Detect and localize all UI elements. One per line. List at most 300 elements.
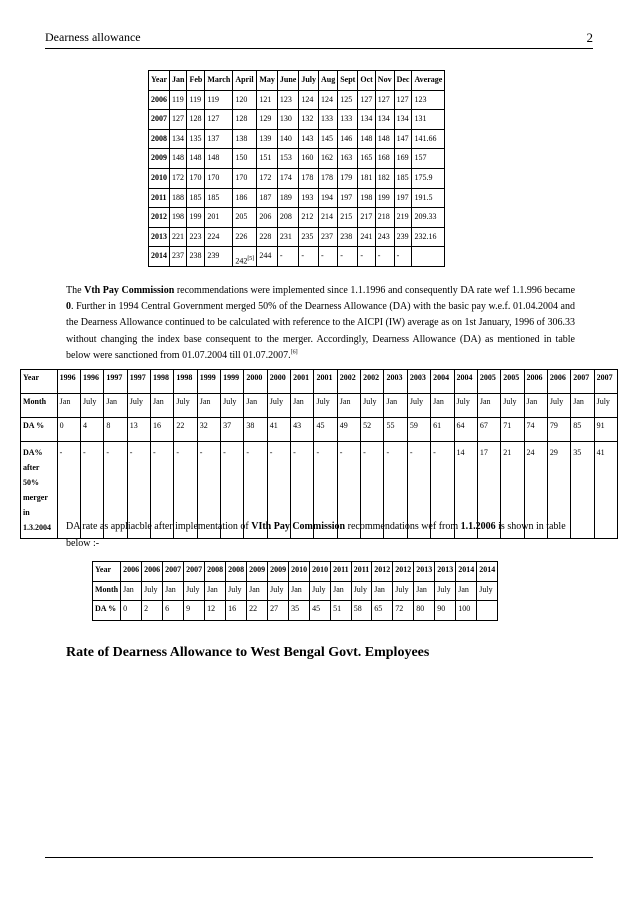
row-label-line: DA% (23, 448, 43, 457)
table-cell: 2011 (149, 188, 170, 208)
table-cell: 2007 (184, 562, 205, 582)
table-cell: July (267, 394, 290, 418)
table-cell: 2006 (142, 562, 163, 582)
footer-rule (45, 857, 593, 858)
table-cell: 121 (257, 90, 278, 110)
table-cell: 2012 (393, 562, 414, 582)
table-cell: 24 (524, 442, 547, 539)
table-cell: 0 (57, 418, 80, 442)
table-cell: 2004 (454, 370, 477, 394)
table-cell: 12 (205, 601, 226, 621)
table-cell: 181 (358, 168, 375, 188)
table-cell: 244 (257, 247, 278, 267)
table-cell: Jan (524, 394, 547, 418)
table-cell: - (244, 442, 267, 539)
table-cell: 182 (375, 168, 394, 188)
table-row (21, 370, 618, 394)
table-cell: 9 (184, 601, 205, 621)
table-cell: 6 (163, 601, 184, 621)
table-cell: 2 (142, 601, 163, 621)
table-cell: 212 (299, 208, 319, 228)
table-row (149, 90, 445, 110)
table-cell: July (393, 581, 414, 601)
column-header: Year (149, 71, 170, 91)
table-cell: 51 (331, 601, 352, 621)
table-cell: Year (21, 370, 58, 394)
table-cell: 1997 (127, 370, 150, 394)
table-cell: - (394, 247, 412, 267)
table-cell: 151 (257, 149, 278, 169)
table-cell: 2000 (244, 370, 267, 394)
table-cell: 2006 (149, 90, 170, 110)
table-cell: Jan (121, 581, 142, 601)
table-cell: Jan (163, 581, 184, 601)
table-cell: 2010 (310, 562, 331, 582)
row-label-line: 50% (23, 478, 39, 487)
table-cell: 58 (351, 601, 372, 621)
column-header: Sept (338, 71, 358, 91)
table-cell: July (174, 394, 197, 418)
table-cell: Jan (247, 581, 268, 601)
column-header: Feb (187, 71, 205, 91)
column-header: July (299, 71, 319, 91)
table-cell: 185 (394, 168, 412, 188)
table-cell: 201 (205, 208, 233, 228)
table-cell: DA % (93, 601, 121, 621)
table-cell: 170 (233, 168, 257, 188)
table-cell: 1996 (81, 370, 104, 394)
table-cell: 2013 (414, 562, 435, 582)
cell-value: 242 (235, 256, 248, 266)
table-cell: 219 (394, 208, 412, 228)
column-header: Dec (394, 71, 412, 91)
table-cell: 194 (319, 188, 338, 208)
table-cell: 170 (187, 168, 205, 188)
table-cell: 123 (277, 90, 298, 110)
table-cell: - (338, 247, 358, 267)
table-row (149, 149, 445, 169)
table-cell: - (358, 247, 375, 267)
table-row (149, 208, 445, 228)
table-cell: 35 (571, 442, 594, 539)
table-cell: - (314, 442, 337, 539)
table-cell: July (314, 394, 337, 418)
table-cell: 2014 (456, 562, 477, 582)
table-cell: 197 (394, 188, 412, 208)
table-cell: 145 (319, 129, 338, 149)
table-cell: July (351, 581, 372, 601)
table-cell: 168 (375, 149, 394, 169)
table-cell: 134 (394, 110, 412, 130)
row-label-line: merger (23, 493, 48, 502)
table-cell: 85 (571, 418, 594, 442)
table-cell: 41 (594, 442, 617, 539)
table-cell: 146 (338, 129, 358, 149)
page-header (45, 30, 593, 49)
table-cell: 148 (187, 149, 205, 169)
table-cell: 178 (299, 168, 319, 188)
table-cell: 38 (244, 418, 267, 442)
table-cell: 134 (170, 129, 187, 149)
table-cell: 2009 (268, 562, 289, 582)
table-row (93, 562, 498, 582)
table-cell: 119 (205, 90, 233, 110)
table-cell: 1999 (197, 370, 220, 394)
table-cell: 2005 (501, 370, 524, 394)
table-cell: 124 (319, 90, 338, 110)
table-row (149, 188, 445, 208)
table-cell: 127 (358, 90, 375, 110)
table-cell: 35 (289, 601, 310, 621)
table-cell: 175.9 (412, 168, 445, 188)
table-cell: 135 (187, 129, 205, 149)
table-cell: 170 (205, 168, 233, 188)
table-cell: July (310, 581, 331, 601)
column-header: Jan (170, 71, 187, 91)
table-cell: - (299, 247, 319, 267)
column-header: March (205, 71, 233, 91)
table-cell: 221 (170, 227, 187, 247)
table-cell: Jan (571, 394, 594, 418)
cpi-index-table (148, 70, 445, 267)
table-cell: 188 (170, 188, 187, 208)
table-cell: July (361, 394, 384, 418)
table-cell: 147 (394, 129, 412, 149)
table-cell: July (594, 394, 617, 418)
table-cell: - (174, 442, 197, 539)
table-cell: 79 (547, 418, 570, 442)
table-row (93, 581, 498, 601)
table-cell: 198 (358, 188, 375, 208)
table-cell: 91 (594, 418, 617, 442)
table-cell: 43 (291, 418, 314, 442)
table-row (93, 601, 498, 621)
table-cell: 235 (299, 227, 319, 247)
table-cell: - (81, 442, 104, 539)
table-cell: 2013 (435, 562, 456, 582)
table-cell: - (104, 442, 127, 539)
table-cell: 127 (375, 90, 394, 110)
table-cell: 238 (187, 247, 205, 267)
table-cell: 214 (319, 208, 338, 228)
table-cell: July (226, 581, 247, 601)
table-cell: 45 (310, 601, 331, 621)
table-cell: 16 (151, 418, 174, 442)
header-title: Dearness allowance (45, 30, 141, 44)
table-cell: - (384, 442, 407, 539)
column-header: Average (412, 71, 445, 91)
table-cell: 2007 (163, 562, 184, 582)
table-cell: 238 (338, 227, 358, 247)
table-cell: 100 (456, 601, 477, 621)
table-cell: 169 (394, 149, 412, 169)
table-cell: 2006 (121, 562, 142, 582)
table-cell: - (361, 442, 384, 539)
table-cell: 187 (257, 188, 278, 208)
table-cell: Jan (244, 394, 267, 418)
column-header: Oct (358, 71, 375, 91)
table-cell: 150 (233, 149, 257, 169)
table-cell: 120 (233, 90, 257, 110)
table-cell: 80 (414, 601, 435, 621)
table-cell: 163 (338, 149, 358, 169)
table-cell: 231 (277, 227, 298, 247)
table-cell: - (277, 247, 298, 267)
table-cell: 143 (299, 129, 319, 149)
column-header: May (257, 71, 278, 91)
table-cell: 2002 (337, 370, 360, 394)
table-cell: - (267, 442, 290, 539)
table-cell: 2001 (314, 370, 337, 394)
table-cell: July (454, 394, 477, 418)
table-cell: 241 (358, 227, 375, 247)
table-cell: 186 (233, 188, 257, 208)
table-cell: 140 (277, 129, 298, 149)
table-cell: 133 (338, 110, 358, 130)
table-cell: 157 (412, 149, 445, 169)
table-cell: Jan (384, 394, 407, 418)
table-cell: - (197, 442, 220, 539)
table-cell: 71 (501, 418, 524, 442)
table-cell: 127 (205, 110, 233, 130)
table-row (149, 168, 445, 188)
table-cell: 138 (233, 129, 257, 149)
table-cell: 125 (338, 90, 358, 110)
table-cell: 148 (375, 129, 394, 149)
table-cell: Month (93, 581, 121, 601)
table-cell: 198 (170, 208, 187, 228)
table-cell: Jan (477, 394, 500, 418)
column-header: Aug (319, 71, 338, 91)
table-cell: 67 (477, 418, 500, 442)
table-cell: 174 (277, 168, 298, 188)
table-cell: - (151, 442, 174, 539)
table-cell: 141.66 (412, 129, 445, 149)
table-cell: 72 (393, 601, 414, 621)
table-cell: 2013 (149, 227, 170, 247)
table-cell: 2003 (384, 370, 407, 394)
table-row (149, 227, 445, 247)
table-cell (477, 601, 498, 621)
table-cell: 2006 (524, 370, 547, 394)
table-cell: July (435, 581, 456, 601)
table-cell: DA % (21, 418, 58, 442)
table-cell: 148 (170, 149, 187, 169)
table-cell: 2004 (431, 370, 454, 394)
table-cell: July (184, 581, 205, 601)
da-rate-table-1996-2007 (20, 369, 618, 539)
table-cell: 239 (394, 227, 412, 247)
table-cell: Month (21, 394, 58, 418)
table-cell: 134 (358, 110, 375, 130)
row-label-line: in (23, 508, 30, 517)
table-cell: 119 (170, 90, 187, 110)
table-cell: 2008 (226, 562, 247, 582)
table-cell: 124 (299, 90, 319, 110)
table-cell: 215 (338, 208, 358, 228)
table-cell: July (81, 394, 104, 418)
table-cell: 189 (277, 188, 298, 208)
table-cell: 45 (314, 418, 337, 442)
reference-5-link[interactable]: [5] (247, 256, 255, 263)
table-cell: 172 (170, 168, 187, 188)
table-cell (233, 247, 257, 267)
table-cell: 2005 (477, 370, 500, 394)
table-cell: Jan (431, 394, 454, 418)
table-cell: - (319, 247, 338, 267)
table-cell: 2010 (149, 168, 170, 188)
table-cell: 131 (412, 110, 445, 130)
table-cell: 52 (361, 418, 384, 442)
table-cell: Jan (289, 581, 310, 601)
table-cell: 2001 (291, 370, 314, 394)
table-cell: 64 (454, 418, 477, 442)
section-heading: Rate of Dearness Allowance to West Bengal Govt. Employees (66, 645, 430, 660)
table-cell: July (407, 394, 430, 418)
table-cell: 119 (187, 90, 205, 110)
table-cell: 2010 (289, 562, 310, 582)
table-cell: 209.33 (412, 208, 445, 228)
table-cell: 128 (187, 110, 205, 130)
column-header: June (277, 71, 298, 91)
table-row (149, 110, 445, 130)
table-cell: - (291, 442, 314, 539)
table-cell: 90 (435, 601, 456, 621)
table-cell: 127 (394, 90, 412, 110)
table-cell: 160 (299, 149, 319, 169)
table-cell: 4 (81, 418, 104, 442)
table-cell: 32 (197, 418, 220, 442)
table-cell: Jan (57, 394, 80, 418)
table-cell: 55 (384, 418, 407, 442)
table-cell: - (407, 442, 430, 539)
table-cell: - (127, 442, 150, 539)
table-cell: 199 (187, 208, 205, 228)
table-cell: 239 (205, 247, 233, 267)
table-cell: 65 (372, 601, 393, 621)
table-cell: 165 (358, 149, 375, 169)
table-row (21, 418, 618, 442)
table-cell: 133 (319, 110, 338, 130)
table-cell: Jan (291, 394, 314, 418)
table-cell: 223 (187, 227, 205, 247)
vth-pay-commission-paragraph: The Vth Pay Commission recommendations were implemented since 1.1.1996 and consequently DA rate wef 1.1.996 became 0. Further in 1994 Central Government merged 50% of the Dearness Allowance (DA) with the basic pay w.e.f. 01.04.2004 and the Dearness Allowance continued to be calculated with reference to the AICPI (IW) average as on 1st January, 1996 of 306.33 without changing the index base consequent to the merger. Accordingly, Dearness Allowance (DA) as mentioned in table below were sanctioned from 01.07.2004 till 01.07.2007.[6] (66, 285, 576, 361)
row-label (21, 442, 58, 539)
table-cell: Year (93, 562, 121, 582)
table-cell: 22 (247, 601, 268, 621)
table-cell: 185 (205, 188, 233, 208)
table-cell: 206 (257, 208, 278, 228)
table-cell: 17 (477, 442, 500, 539)
table-cell: 193 (299, 188, 319, 208)
table-cell: 1996 (57, 370, 80, 394)
table-cell: 185 (187, 188, 205, 208)
page-number: 2 (586, 30, 593, 45)
table-cell: 129 (257, 110, 278, 130)
table-cell: 59 (407, 418, 430, 442)
table-cell: 2006 (547, 370, 570, 394)
table-cell: 1998 (174, 370, 197, 394)
table-cell: 74 (524, 418, 547, 442)
table-cell: 13 (127, 418, 150, 442)
table-cell: 61 (431, 418, 454, 442)
table-cell: 237 (319, 227, 338, 247)
table-row (21, 394, 618, 418)
table-cell: 1999 (221, 370, 244, 394)
table-cell: 130 (277, 110, 298, 130)
table-cell: 2003 (407, 370, 430, 394)
table-cell: 21 (501, 442, 524, 539)
table-cell: 218 (375, 208, 394, 228)
table-cell: Jan (337, 394, 360, 418)
table-row (149, 247, 445, 267)
table-cell: - (431, 442, 454, 539)
table-cell: 217 (358, 208, 375, 228)
table-cell: 37 (221, 418, 244, 442)
table-cell: Jan (205, 581, 226, 601)
table-cell: 2014 (477, 562, 498, 582)
column-header: April (233, 71, 257, 91)
table-cell: 226 (233, 227, 257, 247)
table-cell: 2007 (594, 370, 617, 394)
vith-pay-commission-paragraph: DA rate as appliacble after implementation of VIth Pay Commission recommendations wef from 1.1.2006 is shown in table below :- (66, 521, 566, 549)
table-cell: 137 (205, 129, 233, 149)
table-cell: 128 (233, 110, 257, 130)
row-label-line: after (23, 463, 40, 472)
da-rate-table-2006-2014 (92, 561, 498, 621)
table-cell: 2008 (149, 129, 170, 149)
table-cell: 49 (337, 418, 360, 442)
table-cell: July (268, 581, 289, 601)
table-cell: 14 (454, 442, 477, 539)
column-header: Nov (375, 71, 394, 91)
table-cell: Jan (331, 581, 352, 601)
table-cell: 2014 (149, 247, 170, 267)
table-cell: July (127, 394, 150, 418)
reference-6-link[interactable]: [6] (290, 349, 298, 356)
table-cell: 22 (174, 418, 197, 442)
table-cell: July (477, 581, 498, 601)
table-cell: 205 (233, 208, 257, 228)
table-cell: 199 (375, 188, 394, 208)
table-cell: 1997 (104, 370, 127, 394)
table-cell: 2007 (149, 110, 170, 130)
table-cell: - (375, 247, 394, 267)
table-row (149, 129, 445, 149)
table-cell: 16 (226, 601, 247, 621)
table-cell: - (57, 442, 80, 539)
table-cell: 224 (205, 227, 233, 247)
table-cell: July (142, 581, 163, 601)
table-cell: Jan (151, 394, 174, 418)
table-cell: 134 (375, 110, 394, 130)
table-cell: July (221, 394, 244, 418)
table-cell: 0 (121, 601, 142, 621)
table-cell: Jan (414, 581, 435, 601)
table-cell (412, 247, 445, 267)
table-cell: 2008 (205, 562, 226, 582)
table-cell: Jan (104, 394, 127, 418)
table-cell: Jan (197, 394, 220, 418)
table-cell: 27 (268, 601, 289, 621)
table-cell: 2009 (247, 562, 268, 582)
table-cell: 232.16 (412, 227, 445, 247)
table-cell: 237 (170, 247, 187, 267)
table-cell: 2000 (267, 370, 290, 394)
table-cell: 29 (547, 442, 570, 539)
table-cell: 2011 (351, 562, 372, 582)
table-cell: 8 (104, 418, 127, 442)
